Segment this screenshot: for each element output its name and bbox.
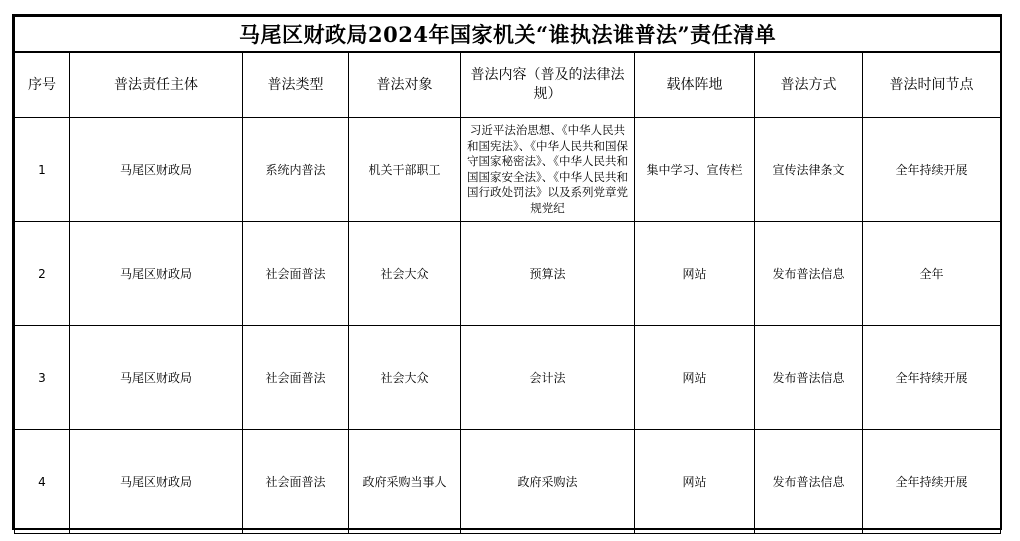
table-row — [15, 326, 1001, 430]
cell-subject: 马尾区财政局 — [70, 430, 243, 534]
cell-subject: 马尾区财政局 — [70, 222, 243, 326]
table-row — [15, 222, 1001, 326]
cell-target: 社会大众 — [349, 222, 461, 326]
cell-seq: 4 — [15, 430, 70, 534]
cell-content: 预算法 — [461, 222, 635, 326]
header-type: 普法类型 — [243, 52, 349, 118]
header-row — [15, 52, 1001, 118]
header-timing: 普法时间节点 — [863, 52, 1001, 118]
cell-timing: 全年 — [863, 222, 1001, 326]
cell-venue: 网站 — [635, 222, 755, 326]
title-row — [15, 17, 1001, 53]
cell-subject: 马尾区财政局 — [70, 326, 243, 430]
header-target: 普法对象 — [349, 52, 461, 118]
cell-method: 发布普法信息 — [755, 430, 863, 534]
cell-type: 社会面普法 — [243, 326, 349, 430]
cell-method: 发布普法信息 — [755, 222, 863, 326]
header-subject: 普法责任主体 — [70, 52, 243, 118]
cell-timing: 全年持续开展 — [863, 430, 1001, 534]
cell-method: 发布普法信息 — [755, 326, 863, 430]
cell-target: 社会大众 — [349, 326, 461, 430]
cell-content: 政府采购法 — [461, 430, 635, 534]
header-venue: 载体阵地 — [635, 52, 755, 118]
cell-target: 政府采购当事人 — [349, 430, 461, 534]
cell-venue: 集中学习、宣传栏 — [635, 118, 755, 222]
header-content: 普法内容（普及的法律法规） — [461, 52, 635, 118]
responsibility-table — [14, 16, 1001, 534]
cell-subject: 马尾区财政局 — [70, 118, 243, 222]
table-row — [15, 430, 1001, 534]
cell-type: 系统内普法 — [243, 118, 349, 222]
cell-timing: 全年持续开展 — [863, 326, 1001, 430]
cell-content: 习近平法治思想、《中华人民共和国宪法》、《中华人民共和国保守国家秘密法》、《中华人民共和国国家安全法》、《中华人民共和国行政处罚法》以及系列党章党规党纪 — [461, 118, 635, 222]
cell-seq: 1 — [15, 118, 70, 222]
cell-seq: 3 — [15, 326, 70, 430]
cell-type: 社会面普法 — [243, 222, 349, 326]
header-seq: 序号 — [15, 52, 70, 118]
table-row — [15, 118, 1001, 222]
header-method: 普法方式 — [755, 52, 863, 118]
cell-target: 机关干部职工 — [349, 118, 461, 222]
cell-content: 会计法 — [461, 326, 635, 430]
responsibility-list-sheet — [12, 14, 1002, 530]
cell-timing: 全年持续开展 — [863, 118, 1001, 222]
cell-seq: 2 — [15, 222, 70, 326]
cell-venue: 网站 — [635, 430, 755, 534]
cell-method: 宣传法律条文 — [755, 118, 863, 222]
cell-type: 社会面普法 — [243, 430, 349, 534]
cell-venue: 网站 — [635, 326, 755, 430]
document-title: 马尾区财政局2024年国家机关“谁执法谁普法”责任清单 — [15, 17, 1001, 53]
